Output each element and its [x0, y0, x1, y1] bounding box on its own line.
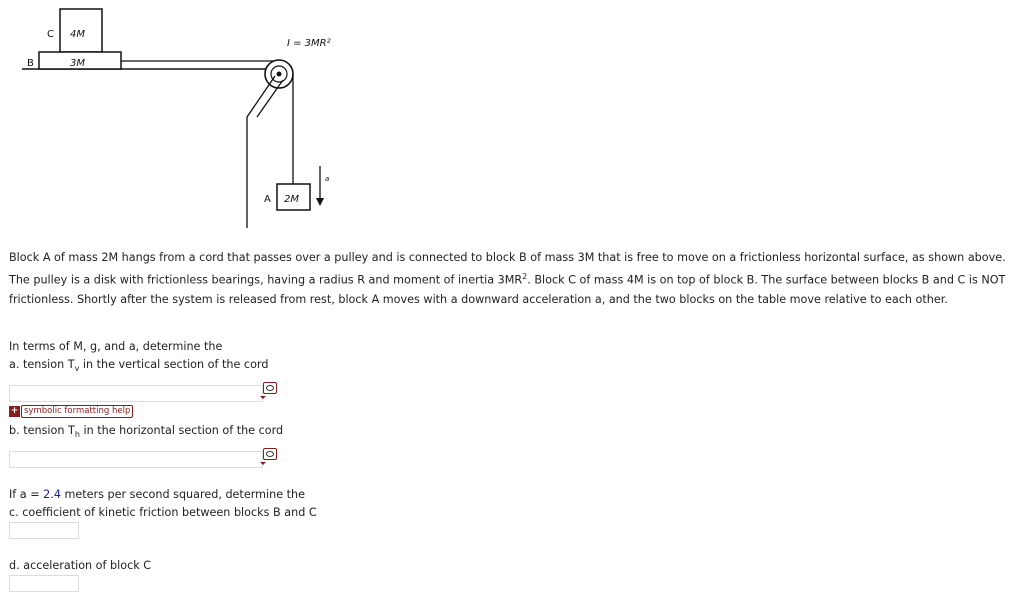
- given-value-line: [9, 488, 305, 501]
- inertia-label: I = 3MR²: [287, 38, 331, 49]
- dropdown-arrow-icon-b: [260, 462, 266, 465]
- preview-eye-icon-a[interactable]: [263, 382, 277, 394]
- block-c-label: C: [47, 29, 54, 40]
- answer-b-input[interactable]: [9, 451, 263, 468]
- problem-text-part1: Block A of mass 2M hangs from a cord that passes over a pulley and is connected to block B of mass 3M that is free to move on a frictionless horizontal surface, as shown above. The pulley is a disk with frictionless bearings, having a radius R and moment of inertia 3MR: [9, 251, 1006, 287]
- question-c: c. coefficient of kinetic friction between blocks B and C: [9, 506, 317, 519]
- physics-diagram: [0, 0, 360, 240]
- block-a-label: A: [264, 194, 271, 205]
- symbolic-help-button[interactable]: symbolic formatting help: [21, 405, 133, 418]
- answer-c-input[interactable]: [9, 522, 79, 539]
- block-b-mass: 3M: [70, 58, 85, 69]
- block-c-mass: 4M: [70, 29, 85, 40]
- plus-icon[interactable]: +: [10, 406, 19, 416]
- question-a-pre: a. tension T: [9, 358, 75, 371]
- question-intro: In terms of M, g, and a, determine the: [9, 340, 223, 353]
- block-b-label: B: [27, 58, 34, 69]
- given-pre: If a =: [9, 488, 44, 501]
- question-d: d. acceleration of block C: [9, 559, 152, 572]
- question-a-post: in the vertical section of the cord: [79, 358, 269, 371]
- given-post: meters per second squared, determine the: [60, 488, 306, 501]
- question-b-pre: b. tension T: [9, 424, 75, 437]
- answer-a-input[interactable]: [9, 385, 263, 402]
- question-b-sub: h: [74, 430, 80, 440]
- dropdown-arrow-icon-a: [260, 396, 266, 399]
- question-b: [9, 424, 283, 439]
- answer-d-input[interactable]: [9, 575, 79, 592]
- problem-statement: [9, 248, 1021, 309]
- problem-text-part2: . Block C of mass 4M is on top of block B. The surface between blocks B and C is NOT frictionless. Shortly after the system is released from rest, block A moves with a downward acceleration a, and the two blocks on the table move relative to each other.: [9, 273, 1006, 306]
- question-b-post: in the horizontal section of the cord: [79, 424, 284, 437]
- given-value: 2.4: [43, 488, 61, 501]
- symbolic-help: [9, 405, 133, 418]
- acceleration-arrow: [316, 166, 324, 206]
- question-a-sub: v: [74, 364, 80, 374]
- block-a-mass: 2M: [284, 194, 299, 205]
- question-a: [9, 358, 268, 373]
- problem-superscript: 2: [522, 272, 528, 281]
- acceleration-label: a: [325, 175, 330, 183]
- preview-eye-icon-b[interactable]: [263, 448, 277, 460]
